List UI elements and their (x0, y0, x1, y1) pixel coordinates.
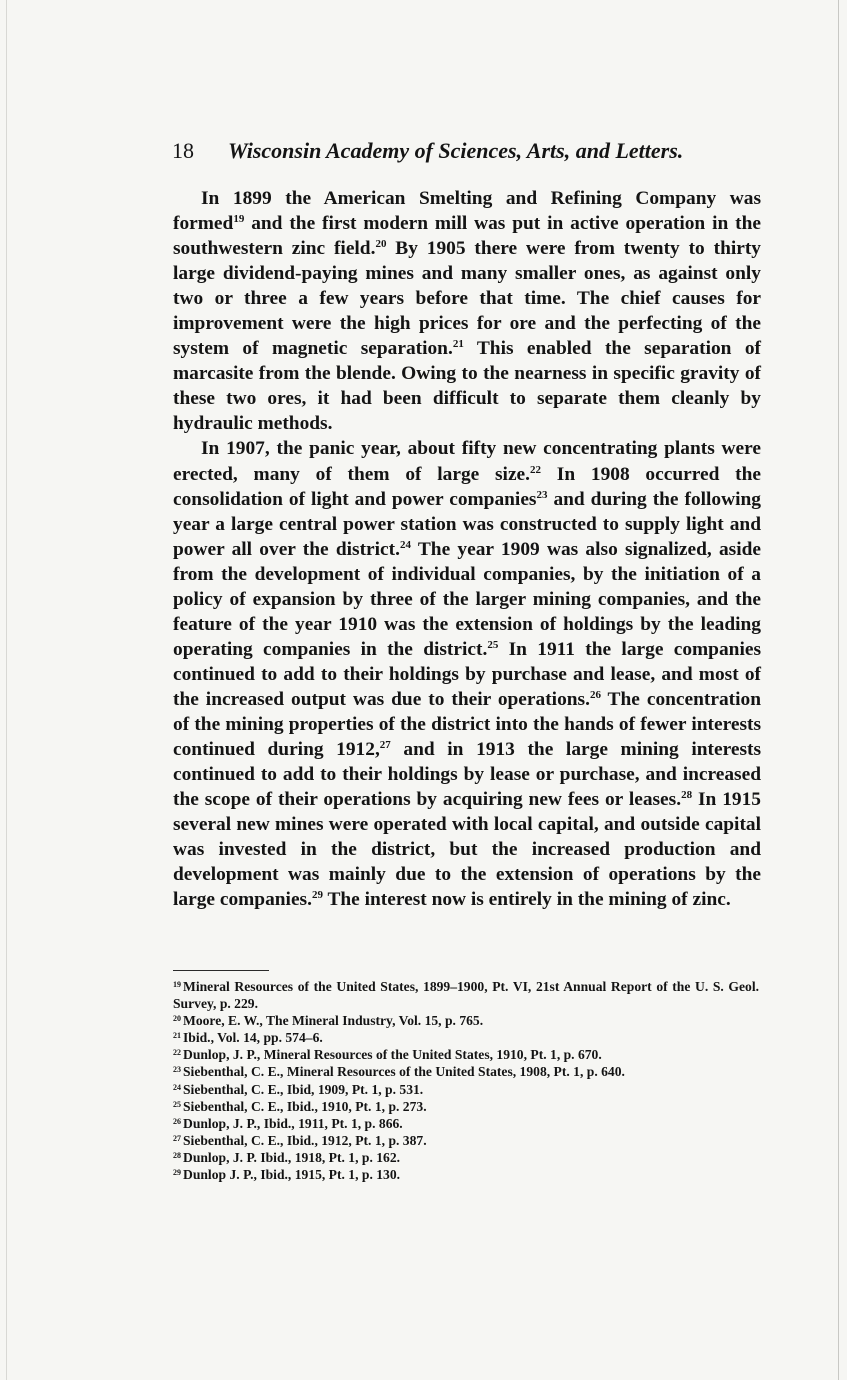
footnote-number: 25 (173, 1099, 181, 1109)
text-run: In 1899 the American Smelting and Refining Company was formed (173, 188, 761, 235)
footnote-reference: 21 (452, 338, 464, 351)
footnote-item (173, 1098, 759, 1115)
text-run: In 1915 several new mines were operated with local capital, and outside capital was invested in the district, but the increased production and development was mainly due to the extension of operations by the large companies. (173, 789, 761, 911)
footnote-text: Dunlop, J. P., Mineral Resources of the United States, 1910, Pt. 1, p. 670. (183, 1047, 602, 1063)
footnote-reference: 27 (379, 739, 391, 752)
footnote-reference: 25 (487, 638, 499, 651)
text-run: and in 1913 the large mining interests continued to add to their holdings by lease or purchase, and increased the scope of their operations by acquiring new fees or leases. (173, 739, 761, 811)
footnote-reference: 28 (681, 789, 693, 802)
footnote-number: 27 (173, 1133, 181, 1143)
footnote-reference: 20 (375, 238, 387, 251)
footnote-item (173, 1115, 759, 1132)
footnote-number: 21 (173, 1031, 181, 1041)
footnote-number: 28 (173, 1150, 181, 1160)
journal-title: Wisconsin Academy of Sciences, Arts, and Letters. (228, 138, 684, 163)
footnotes (173, 978, 759, 1183)
footnote-text: Mineral Resources of the United States, 1899–1900, Pt. VI, 21st Annual Report of the U. S. Geol. Survey, p. 229. (173, 979, 759, 1012)
text-run: The year 1909 was also signalized, aside from the development of individual companies, by the initiation of a policy of expansion by three of the larger mining companies, and the feature of the year 1910 was the extension of holdings by the leading operating companies in the district. (173, 538, 761, 660)
footnote-item (173, 1063, 759, 1080)
text-run: The concentration of the mining properties of the district into the hands of fewer interests continued during 1912, (173, 688, 762, 761)
footnote-number: 24 (173, 1082, 181, 1092)
footnote-number: 20 (173, 1014, 181, 1024)
footnote-reference: 22 (530, 463, 542, 476)
text-run: The interest now is entirely in the mining of zinc. (322, 889, 731, 911)
footnote-item (173, 1046, 759, 1063)
footnote-reference: 19 (233, 213, 245, 226)
body-text (173, 186, 761, 912)
footnote-text: Dunlop, J. P., Ibid., 1911, Pt. 1, p. 866. (183, 1115, 403, 1131)
footnote-text: Siebenthal, C. E., Mineral Resources of the United States, 1908, Pt. 1, p. 640. (183, 1064, 625, 1080)
page-number: 18 (172, 138, 194, 163)
text-run: In 1907, the panic year, about fifty new concentrating plants were erected, many of them of large size. (173, 438, 761, 485)
footnote-item (173, 978, 759, 1012)
footnote-text: Siebenthal, C. E., Ibid, 1909, Pt. 1, p. 531. (183, 1081, 424, 1097)
footnote-reference: 26 (589, 688, 601, 701)
text-run: This enabled the separation of marcasite from the blende. Owing to the nearness in specific gravity of these two ores, it had been difficult to separate them cleanly by hydraulic methods. (173, 338, 761, 435)
footnote-reference: 29 (311, 889, 323, 902)
body-paragraph (173, 436, 761, 912)
footnote-number: 26 (173, 1116, 181, 1126)
footnote-reference: 24 (399, 538, 411, 551)
footnote-item (173, 1081, 759, 1098)
scan-page-edge-left (6, 0, 7, 1380)
text-run: By 1905 there were from twenty to thirty large dividend-paying mines and many smaller ones, as against only two or three a few years before that time. The chief causes for improvement were the high prices for ore and the perfecting of the system of magnetic separation. (173, 238, 761, 360)
footnote-text: Ibid., Vol. 14, pp. 574–6. (183, 1030, 323, 1046)
footnote-text: Dunlop, J. P. Ibid., 1918, Pt. 1, p. 162. (183, 1149, 401, 1165)
scan-page-edge-right (838, 0, 839, 1380)
text-run: In 1908 occurred the consolidation of light and power companies (173, 463, 761, 510)
running-header (172, 136, 712, 166)
footnote-number: 29 (173, 1168, 181, 1178)
body-paragraph (173, 186, 761, 436)
footnote-rule (173, 970, 269, 971)
footnote-text: Siebenthal, C. E., Ibid., 1912, Pt. 1, p. 387. (183, 1132, 427, 1148)
footnote-reference: 23 (536, 488, 548, 501)
text-run: In 1911 the large companies continued to add to their holdings by purchase and lease, and most of the increased output was due to their operations. (173, 638, 761, 710)
text-run: and during the following year a large central power station was constructed to supply light and power all over the district. (173, 488, 761, 560)
footnote-text: Dunlop J. P., Ibid., 1915, Pt. 1, p. 130. (183, 1167, 401, 1183)
footnote-number: 23 (173, 1065, 181, 1075)
footnote-item (173, 1149, 759, 1166)
footnote-item (173, 1166, 759, 1183)
footnote-text: Siebenthal, C. E., Ibid., 1910, Pt. 1, p. 273. (183, 1098, 427, 1114)
footnote-item (173, 1012, 759, 1029)
text-run: and the first modern mill was put in active operation in the southwestern zinc field. (173, 213, 761, 260)
footnote-item (173, 1029, 759, 1046)
footnote-number: 19 (173, 980, 181, 989)
footnote-text: Moore, E. W., The Mineral Industry, Vol. 15, p. 765. (183, 1013, 484, 1029)
footnote-item (173, 1132, 759, 1149)
footnote-number: 22 (173, 1048, 181, 1058)
